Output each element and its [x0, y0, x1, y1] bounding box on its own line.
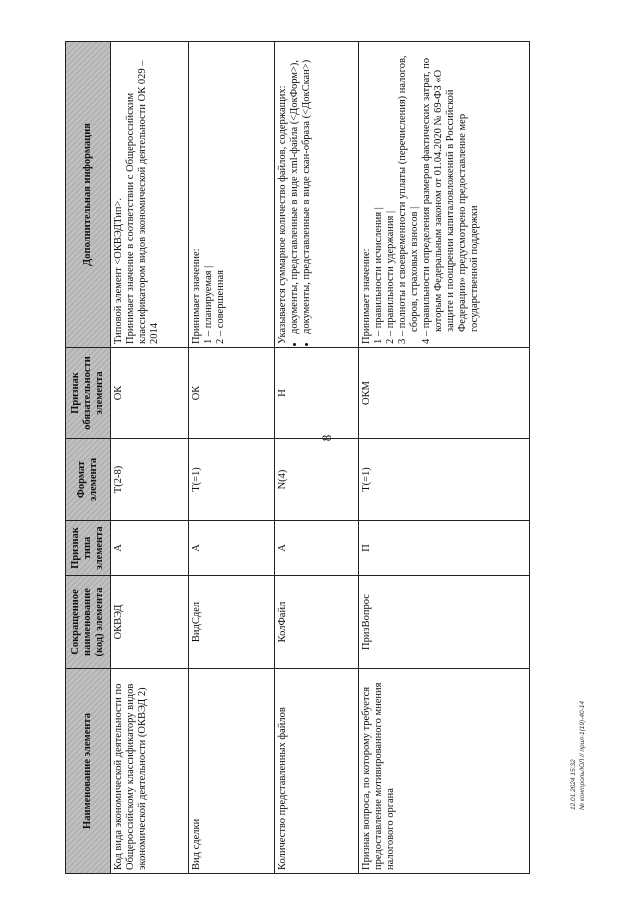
cell-info: [275, 42, 359, 348]
cell-code: ВидСдел: [189, 576, 275, 669]
info-bullet-list: [289, 45, 313, 344]
cell-format: T(2-8): [111, 439, 189, 521]
header-element-format: Формат элемента: [66, 439, 111, 521]
cell-type: А: [275, 521, 359, 576]
table-row: [359, 42, 530, 874]
element-spec-table: [65, 41, 530, 874]
cell-type: П: [359, 521, 530, 576]
cell-name: Код вида экономической деятельности по Общероссийскому классификатору видов экономической деятельности (ОКВЭД 2): [111, 669, 189, 874]
cell-required: ОКМ: [359, 348, 530, 439]
table-header-row: [66, 42, 111, 874]
table-row: [275, 42, 359, 874]
cell-code: ОКВЭД: [111, 576, 189, 669]
cell-info: [189, 42, 275, 348]
table-wrapper: [65, 42, 530, 874]
cell-required: ОК: [111, 348, 189, 439]
page-number: 8: [319, 434, 334, 442]
list-item: 2 – правильности удержания |: [385, 210, 396, 344]
header-element-required: Признак обязательности элемента: [66, 348, 111, 439]
cell-type: А: [189, 521, 275, 576]
list-item: • документы, представленные в виде xml-файла (<ДокФорм>),: [289, 45, 301, 334]
list-item: • документы, представленные в виде скан-образа (<ДокСкан>): [301, 45, 313, 334]
header-element-name: Наименование элемента: [66, 669, 111, 874]
cell-info: [111, 42, 189, 348]
cell-code: КолФайл: [275, 576, 359, 669]
info-line: 1 – планируемая |: [203, 265, 214, 344]
info-line: Принимает значение:: [191, 248, 202, 344]
cell-format: T(=1): [359, 439, 530, 521]
info-line: Указывается суммарное количество файлов, содержащих:: [277, 85, 288, 344]
table-row: [111, 42, 189, 874]
cell-name: Признак вопроса, по которому требуется предоставление мотивированного мнения налогового органа: [359, 669, 530, 874]
rotated-table-region: [65, 42, 530, 874]
document-footer: [569, 690, 591, 810]
info-line: Типовой элемент <ОКВЭДТип>.: [113, 197, 124, 344]
header-element-code: Сокращенное наименование (код) элемента: [66, 576, 111, 669]
list-item: 3 – полноты и своевременности уплаты (перечисления) налогов, сборов, страховых взносов |: [397, 55, 420, 344]
list-item: 1 – правильности исчисления |: [373, 207, 384, 344]
cell-name: Количество представленных файлов: [275, 669, 359, 874]
cell-required: ОК: [189, 348, 275, 439]
cell-required: Н: [275, 348, 359, 439]
table-row: [189, 42, 275, 874]
info-numbered-list: [373, 45, 481, 344]
footer-timestamp: 12.01.2024 15:32: [570, 759, 577, 810]
header-additional-info: Дополнительная информация: [66, 42, 111, 348]
cell-name: Вид сделки: [189, 669, 275, 874]
info-line: Принимает значение:: [361, 248, 372, 344]
list-item: 4 – правильности определения размеров фактических затрат, по которым Федеральным законом от 01.04.2020 № 69-ФЗ «О защите и поощрении капиталовложений в Российской Федерации» предусмотрено предоставление мер государственной поддержки: [421, 58, 480, 344]
cell-format: T(=1): [189, 439, 275, 521]
cell-format: N(4): [275, 439, 359, 521]
cell-info: [359, 42, 530, 348]
cell-type: А: [111, 521, 189, 576]
info-line: Принимает значение в соответствии с Общероссийским классификатором видов экономической деятельности ОК 029 – 2014: [125, 60, 160, 344]
header-element-type: Признак типа элемента: [66, 521, 111, 576]
info-line: 2 – совершенная: [215, 270, 226, 344]
cell-code: ПризВопрос: [359, 576, 530, 669]
footer-reference: № контроль/ЮЛ // прил-1(19)-40-14: [579, 701, 586, 810]
